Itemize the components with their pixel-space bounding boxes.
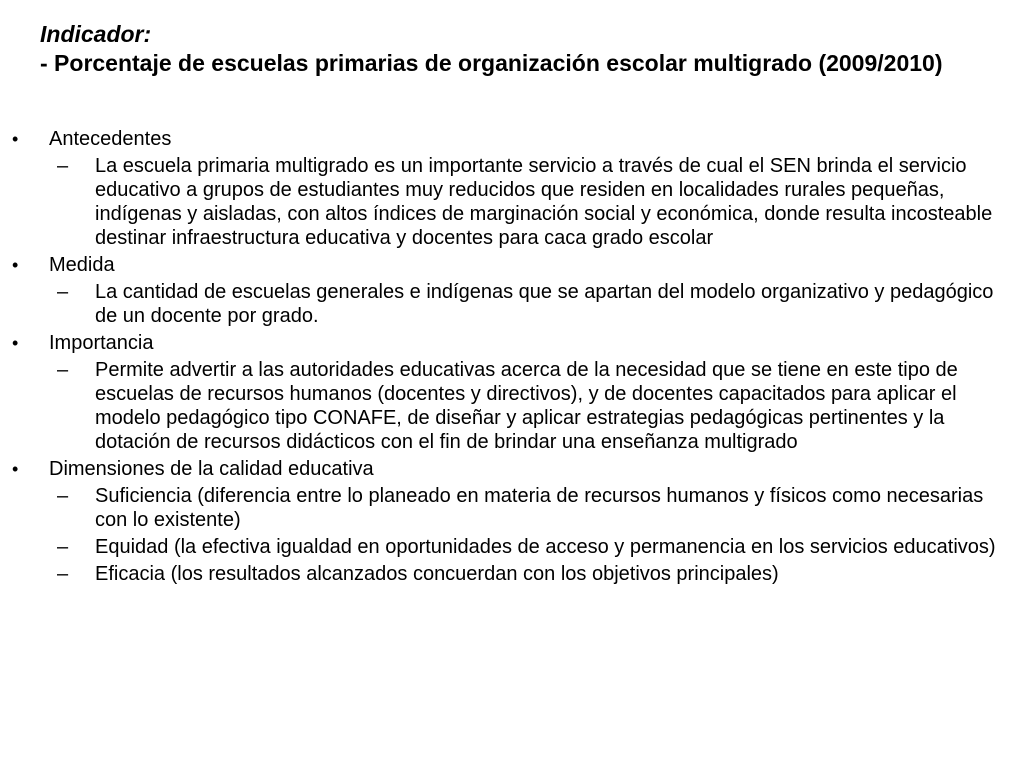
- section-importancia: [0, 331, 1024, 454]
- bullet-icon: •: [12, 333, 19, 353]
- sub-item-text: Eficacia (los resultados alcanzados concuerdan con los objetivos principales): [95, 563, 779, 585]
- sub-item-text: La escuela primaria multigrado es un importante servicio a través de cual el SEN brinda el servicio educativo a grupos de estudiantes muy reducidos que residen en localidades rurales pequeñas, indígenas y aisladas, con altos índices de marginación social y económica, donde resulta incosteable destinar infraestructura educativa y docentes para caca grado escolar: [95, 155, 993, 249]
- bullet-heading: Medida: [49, 254, 115, 276]
- sub-item-text: Permite advertir a las autoridades educativas acerca de la necesidad que se tiene en este tipo de escuelas de recursos humanos (docentes y directivos), y de docentes capacitados para aplicar el modelo pedagógico tipo CONAFE, de diseñar y aplicar estrategias pedagógicas pertinentes y la dotación de recursos didácticos con el fin de brindar una enseñanza multigrado: [95, 359, 958, 453]
- sub-item-text: La cantidad de escuelas generales e indígenas que se apartan del modelo organizativo y pedagógico de un docente por grado.: [95, 281, 994, 327]
- section-dimensiones: [0, 457, 1024, 586]
- section-antecedentes: [0, 127, 1024, 250]
- bullet-item: [0, 253, 1024, 280]
- bullet-list: [0, 127, 1024, 589]
- dash-icon: –: [57, 563, 69, 585]
- sub-item-text: Equidad (la efectiva igualdad en oportunidades de acceso y permanencia en los servicios educativos): [95, 536, 996, 558]
- title-label: Indicador:: [40, 21, 152, 47]
- slide-title: [40, 20, 1010, 78]
- bullet-icon: •: [12, 459, 19, 479]
- sub-item: [0, 535, 1024, 559]
- sub-item-text: Suficiencia (diferencia entre lo planeado en materia de recursos humanos y físicos como necesarias con lo existente): [95, 485, 984, 531]
- section-medida: [0, 253, 1024, 328]
- bullet-item: [0, 457, 1024, 484]
- bullet-heading: Antecedentes: [49, 128, 172, 150]
- sub-item: [0, 358, 1024, 454]
- title-text: - Porcentaje de escuelas primarias de organización escolar multigrado (2009/2010): [40, 50, 943, 76]
- dash-icon: –: [57, 536, 69, 558]
- sub-item: [0, 154, 1024, 250]
- sub-item: [0, 280, 1024, 328]
- bullet-heading: Dimensiones de la calidad educativa: [49, 458, 374, 480]
- dash-icon: –: [57, 485, 69, 507]
- dash-icon: –: [57, 281, 69, 303]
- sub-item: [0, 562, 1024, 586]
- bullet-heading: Importancia: [49, 332, 154, 354]
- dash-icon: –: [57, 359, 69, 381]
- bullet-item: [0, 127, 1024, 154]
- bullet-icon: •: [12, 129, 19, 149]
- bullet-icon: •: [12, 255, 19, 275]
- dash-icon: –: [57, 155, 69, 177]
- sub-item: [0, 484, 1024, 532]
- bullet-item: [0, 331, 1024, 358]
